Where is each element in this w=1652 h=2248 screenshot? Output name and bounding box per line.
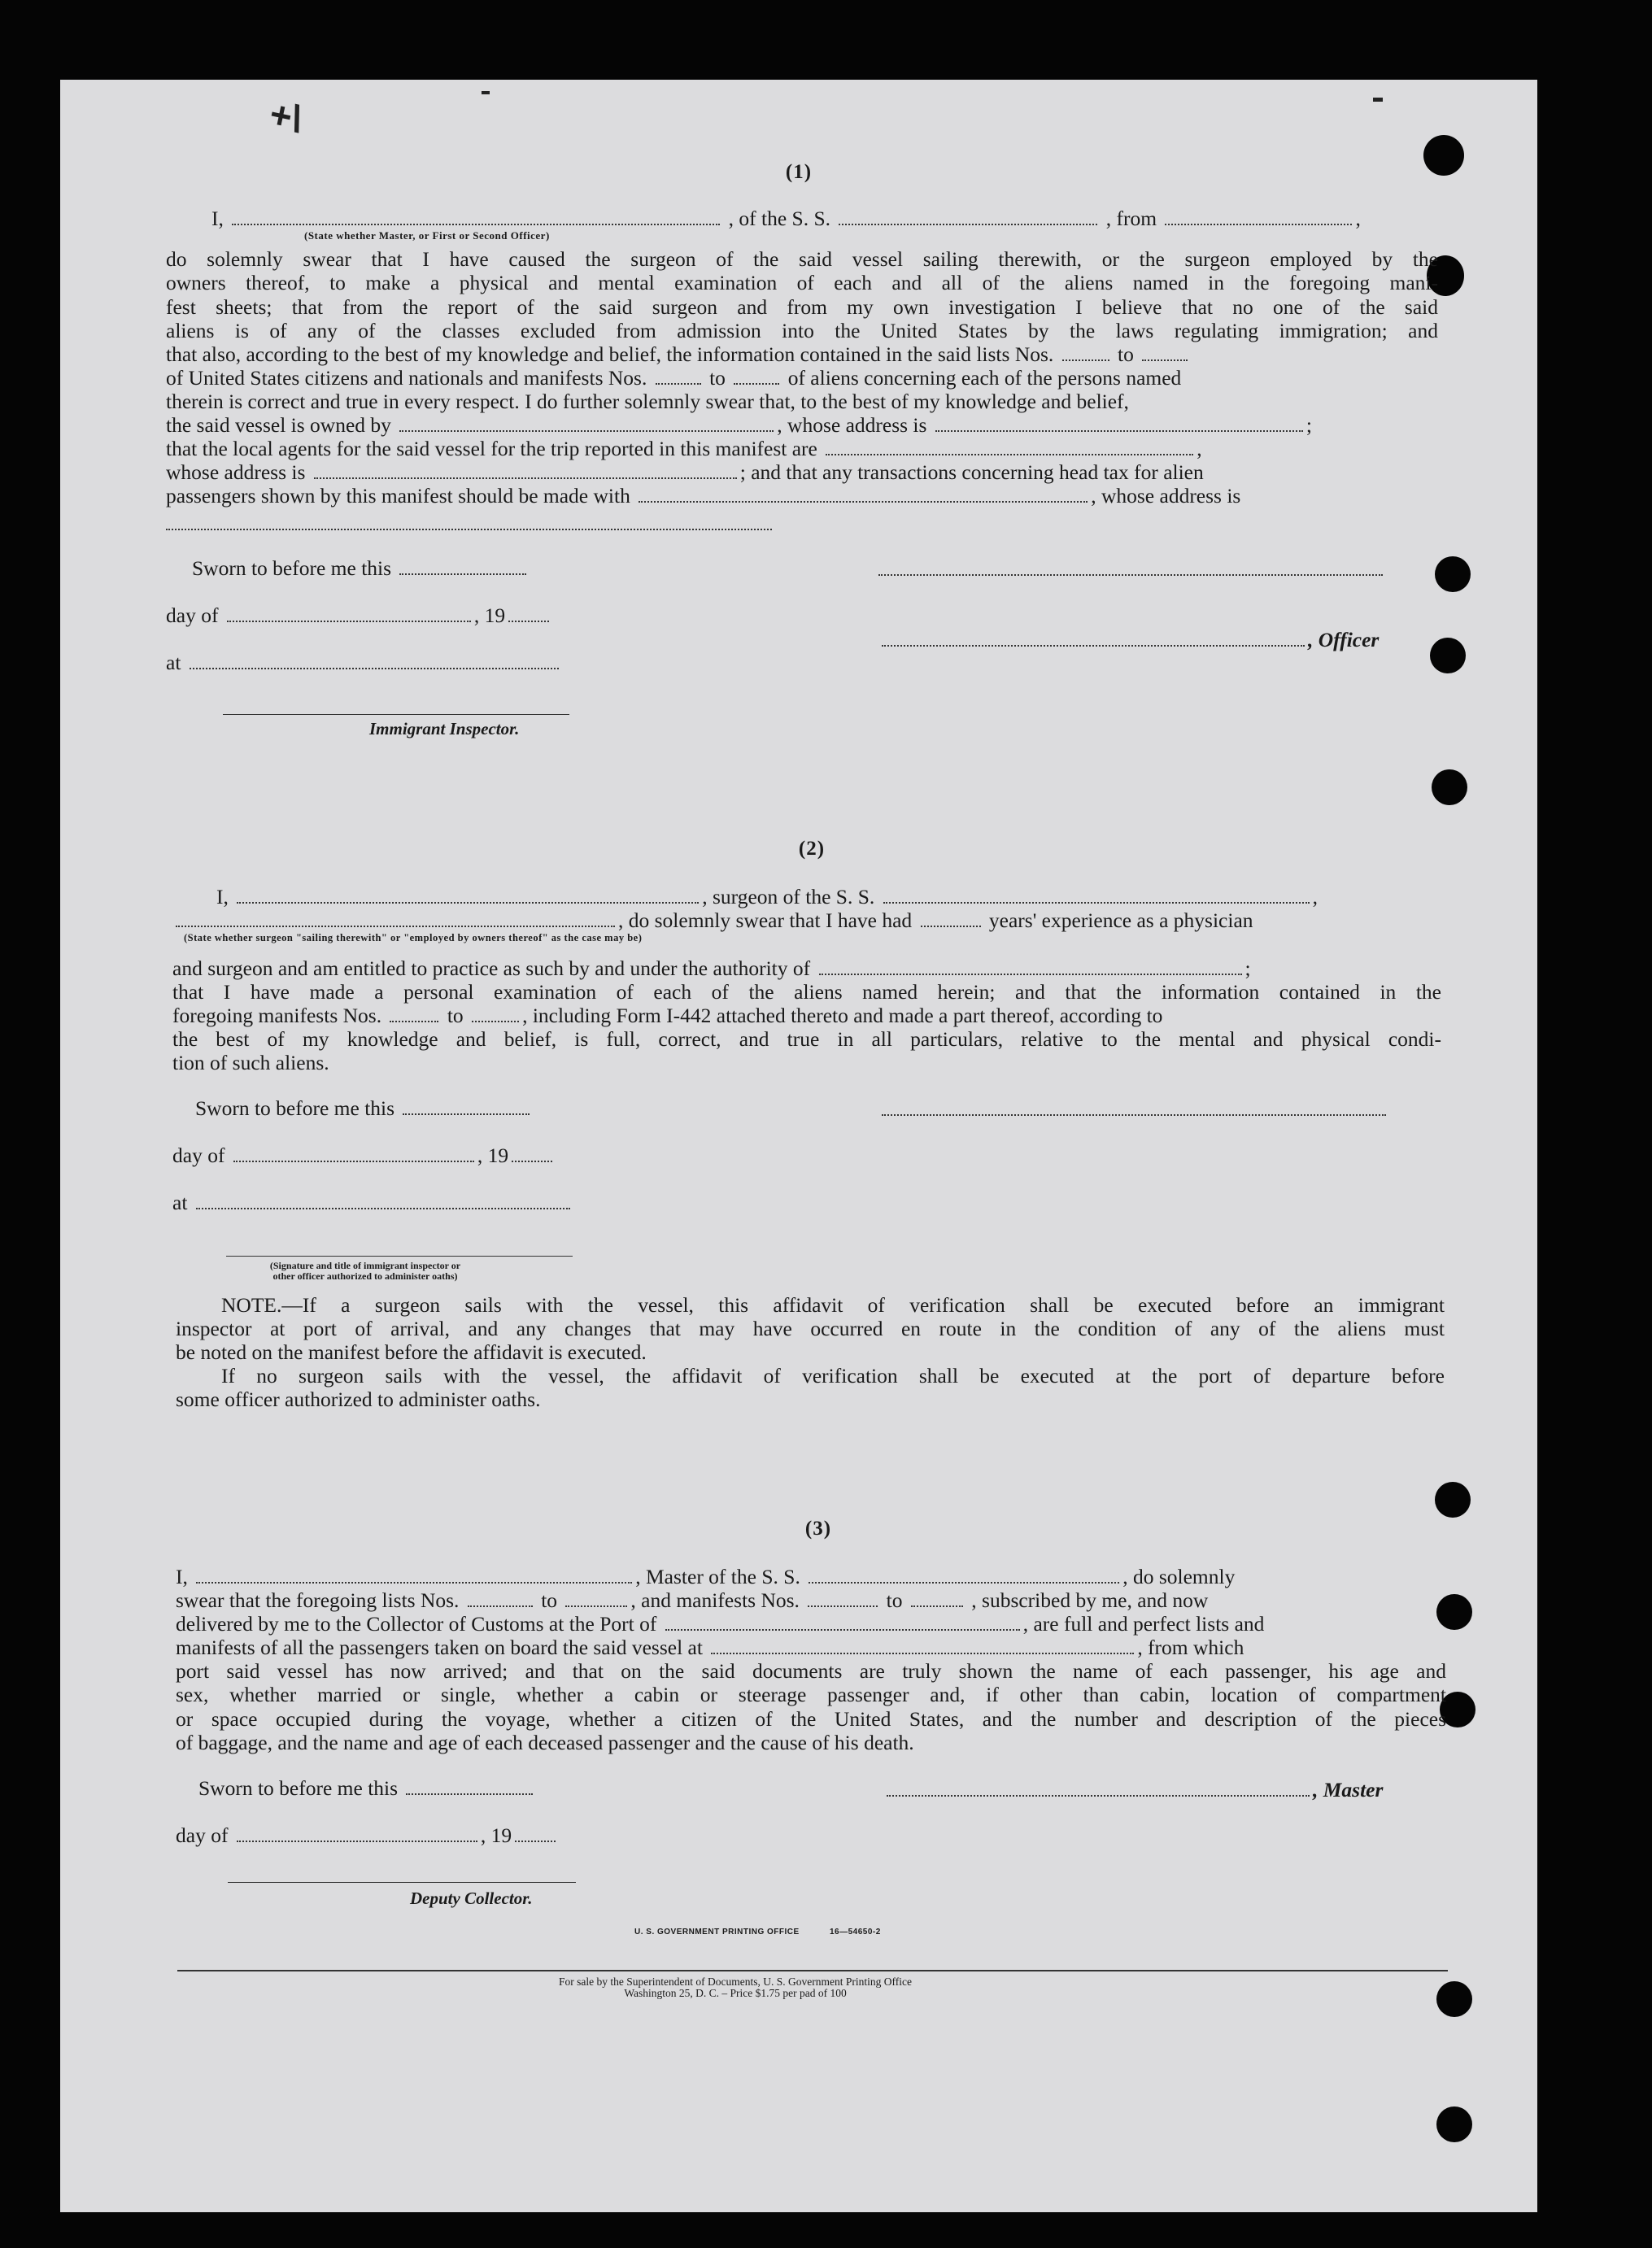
text: day of	[166, 603, 219, 627]
manifests-to-blank[interactable]	[734, 368, 779, 385]
text: , do solemnly	[1122, 1565, 1236, 1588]
officer-title-blank[interactable]	[882, 630, 1305, 647]
text: Washington 25, D. C. – Price $1.75 per pad of 100	[624, 1987, 847, 1999]
text: , surgeon of the S. S.	[702, 885, 875, 908]
manifests-to-blank[interactable]	[472, 1006, 519, 1022]
text: , are full and perfect lists and	[1022, 1612, 1265, 1636]
text: , 19	[477, 1144, 509, 1167]
s1-line-11	[166, 484, 1240, 508]
surgeon-signature-line[interactable]	[882, 1114, 1386, 1116]
paragraph-line: If no surgeon sails with the vessel, the affidavit of verification shall be executed at the port of departure before	[221, 1364, 1445, 1388]
officer-label: , Officer	[1308, 628, 1380, 651]
s1-oath-line-1	[211, 207, 1361, 230]
s2-line-7	[172, 1051, 329, 1074]
s2-inspector-signature-line[interactable]	[226, 1256, 573, 1257]
lists-from-blank[interactable]	[468, 1591, 533, 1607]
text: I,	[216, 885, 229, 908]
s2-line-4	[172, 980, 1441, 1004]
sworn-date-blank[interactable]	[399, 559, 526, 575]
s3-line-8	[176, 1731, 914, 1754]
day-of-blank[interactable]	[233, 1146, 474, 1162]
text: I,	[176, 1565, 188, 1588]
text: , from which	[1137, 1636, 1244, 1659]
s2-at-line	[172, 1191, 573, 1214]
surgeon-status-blank[interactable]	[176, 911, 615, 927]
day-of-blank[interactable]	[237, 1826, 477, 1842]
text: , and manifests Nos.	[630, 1588, 800, 1612]
s2-note-line-4	[221, 1364, 1445, 1388]
text: to	[541, 1588, 558, 1612]
s2-note-line-5	[176, 1388, 540, 1411]
manifests-from-blank[interactable]	[808, 1591, 878, 1607]
text: to	[447, 1004, 464, 1027]
punch-hole	[1430, 638, 1466, 673]
s1-sworn-line	[192, 556, 530, 580]
manifests-from-blank[interactable]	[390, 1006, 438, 1022]
master-name-blank[interactable]	[196, 1567, 632, 1584]
punch-hole	[1436, 1981, 1472, 2017]
s2-note-paragraph	[176, 1293, 1445, 1341]
lists-to-blank[interactable]	[565, 1591, 627, 1607]
s1-line-10	[166, 460, 1204, 484]
owner-blank[interactable]	[399, 416, 774, 432]
punch-hole	[1436, 1594, 1472, 1630]
text: , do solemnly swear that I have had	[618, 908, 913, 932]
s1-oath-paragraph	[166, 247, 1438, 342]
text: and surgeon and am entitled to practice as such by and under the authority of	[172, 956, 811, 980]
paragraph-line: aliens is of any of the classes excluded from admission into the United States by the laws regulating immigration; and	[166, 318, 1438, 342]
text: of United States citizens and nationals and manifests Nos.	[166, 366, 647, 390]
surgeon-name-blank[interactable]	[237, 887, 699, 904]
text: at	[172, 1191, 188, 1214]
paragraph-line: port said vessel has now arrived; and that on the said documents are truly shown the name of each passenger, his age and	[176, 1659, 1446, 1683]
text: , of the S. S.	[728, 207, 831, 230]
paragraph-line: NOTE.—If a surgeon sails with the vessel, this affidavit of verification shall be executed before an immigrant	[221, 1293, 1445, 1317]
text: , Master of the S. S.	[635, 1565, 800, 1588]
text: day of	[172, 1144, 225, 1167]
head-tax-agent-blank[interactable]	[639, 486, 1088, 503]
s3-line-1	[176, 1565, 1235, 1588]
punch-hole	[1435, 1482, 1471, 1518]
text: of baggage, and the name and age of each deceased passenger and the cause of his death.	[176, 1731, 914, 1754]
s3-line-2	[176, 1588, 1208, 1612]
paragraph-line: inspector at port of arrival, and any changes that may have occurred en route in the condition of any of the aliens must	[176, 1317, 1445, 1341]
s3-paragraph	[176, 1659, 1446, 1731]
s1-at-line	[166, 651, 562, 674]
section-2-number: (2)	[798, 838, 826, 860]
text: some officer authorized to administer oaths.	[176, 1388, 541, 1411]
text: manifests of all the passengers taken on board the said vessel at	[176, 1636, 703, 1659]
s3-day-of-line	[176, 1823, 559, 1847]
form-page	[60, 80, 1537, 2212]
text: delivered by me to the Collector of Customs at the Port of	[176, 1612, 657, 1636]
text: be noted on the manifest before the affidavit is executed.	[176, 1340, 647, 1364]
local-agents-blank[interactable]	[826, 439, 1193, 455]
s2-sworn-line	[195, 1096, 533, 1120]
officer-signature-line[interactable]	[878, 574, 1383, 576]
text: the said vessel is owned by	[166, 413, 391, 437]
lists-from-blank[interactable]	[1062, 345, 1109, 361]
s2-line-3	[172, 956, 1251, 980]
punch-hole	[1436, 2106, 1472, 2142]
paragraph-line: fest sheets; that from the report of the said surgeon and from my own investigation I believe that no one of the said	[166, 294, 1438, 319]
s1-officer-line	[878, 628, 1379, 651]
text: Sworn to before me this	[195, 1096, 395, 1120]
text: therein is correct and true in every respect. I do further solemnly swear that, to the best of my knowledge and belief,	[166, 390, 1129, 413]
s1-line-5	[166, 342, 1191, 366]
s2-note-line-3	[176, 1340, 647, 1364]
paragraph-line: the best of my knowledge and belief, is full, correct, and true in all particulars, relative to the mental and physical condi-	[172, 1027, 1441, 1051]
s3-sworn-line	[198, 1776, 536, 1800]
paragraph-line: do solemnly swear that I have caused the surgeon of the said vessel sailing therewith, or the surgeon employed by the	[166, 247, 1438, 271]
vessel-name-blank[interactable]	[809, 1567, 1119, 1584]
speck-mark	[1373, 98, 1383, 102]
s2-line-2	[172, 908, 1253, 932]
manifests-to-blank[interactable]	[911, 1591, 963, 1607]
speck-mark	[482, 91, 490, 94]
master-signature-blank[interactable]	[887, 1780, 1310, 1797]
text: U. S. GOVERNMENT PRINTING OFFICE	[634, 1928, 800, 1937]
s3-line-4	[176, 1636, 1244, 1659]
head-tax-address-blank[interactable]	[166, 529, 772, 530]
form-code: 16—54650-2	[829, 1928, 881, 1937]
text: that also, according to the best of my knowledge and belief, the information contained in the said lists Nos.	[166, 342, 1054, 366]
s3-line-3	[176, 1612, 1264, 1636]
text: to	[709, 366, 726, 390]
punch-hole	[1435, 556, 1471, 592]
s3-master-line	[883, 1778, 1383, 1801]
text: ,	[1312, 885, 1319, 908]
boarding-port-blank[interactable]	[711, 1638, 1134, 1654]
s2-line-6	[172, 1027, 1441, 1051]
text: , from	[1105, 207, 1157, 230]
s1-line-7	[166, 390, 1129, 413]
inspector-signature-line[interactable]	[223, 714, 569, 715]
text: I,	[211, 207, 224, 230]
text: Sworn to before me this	[198, 1776, 399, 1800]
section-1-number: (1)	[785, 161, 813, 183]
s1-line-6	[166, 366, 1181, 390]
year-blank[interactable]	[508, 606, 549, 622]
text: For sale by the Superintendent of Documents, U. S. Government Printing Office	[559, 1976, 912, 1988]
inspector-label: Immigrant Inspector.	[369, 719, 520, 738]
gpo-imprint	[634, 1928, 881, 1937]
from-port-blank[interactable]	[1165, 209, 1352, 225]
paragraph-line: owners thereof, to make a physical and mental examination of each and all of the aliens named in the foregoing mani-	[166, 271, 1438, 295]
year-blank[interactable]	[512, 1146, 552, 1162]
s1-line-9	[166, 437, 1202, 460]
section-3-number: (3)	[804, 1518, 832, 1540]
text: , including Form I-442 attached thereto and made a part thereof, according to	[522, 1004, 1163, 1027]
text: , 19	[480, 1823, 512, 1847]
vessel-name-blank[interactable]	[883, 887, 1310, 904]
deputy-signature-line[interactable]	[228, 1882, 576, 1883]
text: of aliens concerning each of the persons named	[787, 366, 1182, 390]
paragraph-line: or space occupied during the voyage, whether a citizen of the United States, and the number and description of the pieces	[176, 1706, 1446, 1731]
text: swear that the foregoing lists Nos.	[176, 1588, 460, 1612]
s2-state-note: (State whether surgeon "sailing therewith" or "employed by owners thereof" as the case may be)	[184, 932, 643, 943]
text: to	[886, 1588, 903, 1612]
text: , subscribed by me, and now	[971, 1588, 1209, 1612]
text: whose address is	[166, 460, 306, 484]
text: ;	[1305, 413, 1312, 437]
manifests-from-blank[interactable]	[656, 368, 701, 385]
text: , whose address is	[777, 413, 927, 437]
text: , 19	[473, 603, 506, 627]
text: Sworn to before me this	[192, 556, 392, 580]
text: tion of such aliens.	[172, 1051, 329, 1074]
s1-state-note: (State whether Master, or First or Second Officer)	[304, 229, 550, 242]
sale-notice	[369, 1976, 1101, 1999]
text: passengers shown by this manifest should be made with	[166, 484, 630, 508]
paragraph-line: that I have made a personal examination of each of the aliens named herein; and that the information contained in the	[172, 980, 1441, 1004]
text: to	[1118, 342, 1134, 366]
corner-pencil-mark: +\	[266, 92, 307, 141]
paragraph-line: sex, whether married or single, whether a cabin or steerage passenger and, if other than cabin, location of compartment	[176, 1683, 1446, 1707]
year-blank[interactable]	[515, 1826, 556, 1842]
text: ; and that any transactions concerning head tax for alien	[739, 460, 1204, 484]
text: years' experience as a physician	[988, 908, 1253, 932]
text: (Signature and title of immigrant inspector or	[269, 1260, 461, 1271]
officer-name-blank[interactable]	[232, 209, 720, 225]
text: foregoing manifests Nos.	[172, 1004, 382, 1027]
text: ;	[1244, 956, 1251, 980]
agents-address-blank[interactable]	[314, 463, 737, 479]
master-label: , Master	[1313, 1778, 1384, 1801]
sworn-date-blank[interactable]	[406, 1779, 533, 1795]
lists-to-blank[interactable]	[1142, 345, 1188, 361]
years-blank[interactable]	[921, 911, 981, 927]
deputy-label: Deputy Collector.	[410, 1889, 533, 1908]
text: that the local agents for the said vessel for the trip reported in this manifest are	[166, 437, 817, 460]
day-of-blank[interactable]	[227, 606, 471, 622]
port-blank[interactable]	[665, 1614, 1020, 1631]
text: ,	[1355, 207, 1361, 230]
sworn-date-blank[interactable]	[403, 1099, 530, 1115]
s1-day-of-line	[166, 603, 552, 627]
s2-line-5	[172, 1004, 1162, 1027]
text: ,	[1197, 437, 1202, 460]
s2-day-of-line	[172, 1144, 556, 1167]
text: other officer authorized to administer oaths)	[272, 1270, 458, 1282]
s2-signature-note	[231, 1261, 499, 1282]
punch-hole	[1432, 769, 1467, 805]
at-place-blank[interactable]	[190, 653, 559, 669]
text: , whose address is	[1091, 484, 1241, 508]
authority-blank[interactable]	[819, 959, 1242, 975]
vessel-name-blank[interactable]	[839, 209, 1097, 225]
text: day of	[176, 1823, 229, 1847]
s2-line-1	[216, 885, 1318, 908]
at-place-blank[interactable]	[196, 1193, 570, 1209]
s1-line-8	[166, 413, 1312, 437]
text: at	[166, 651, 181, 674]
footer-rule	[177, 1970, 1448, 1971]
owner-address-blank[interactable]	[935, 416, 1303, 432]
